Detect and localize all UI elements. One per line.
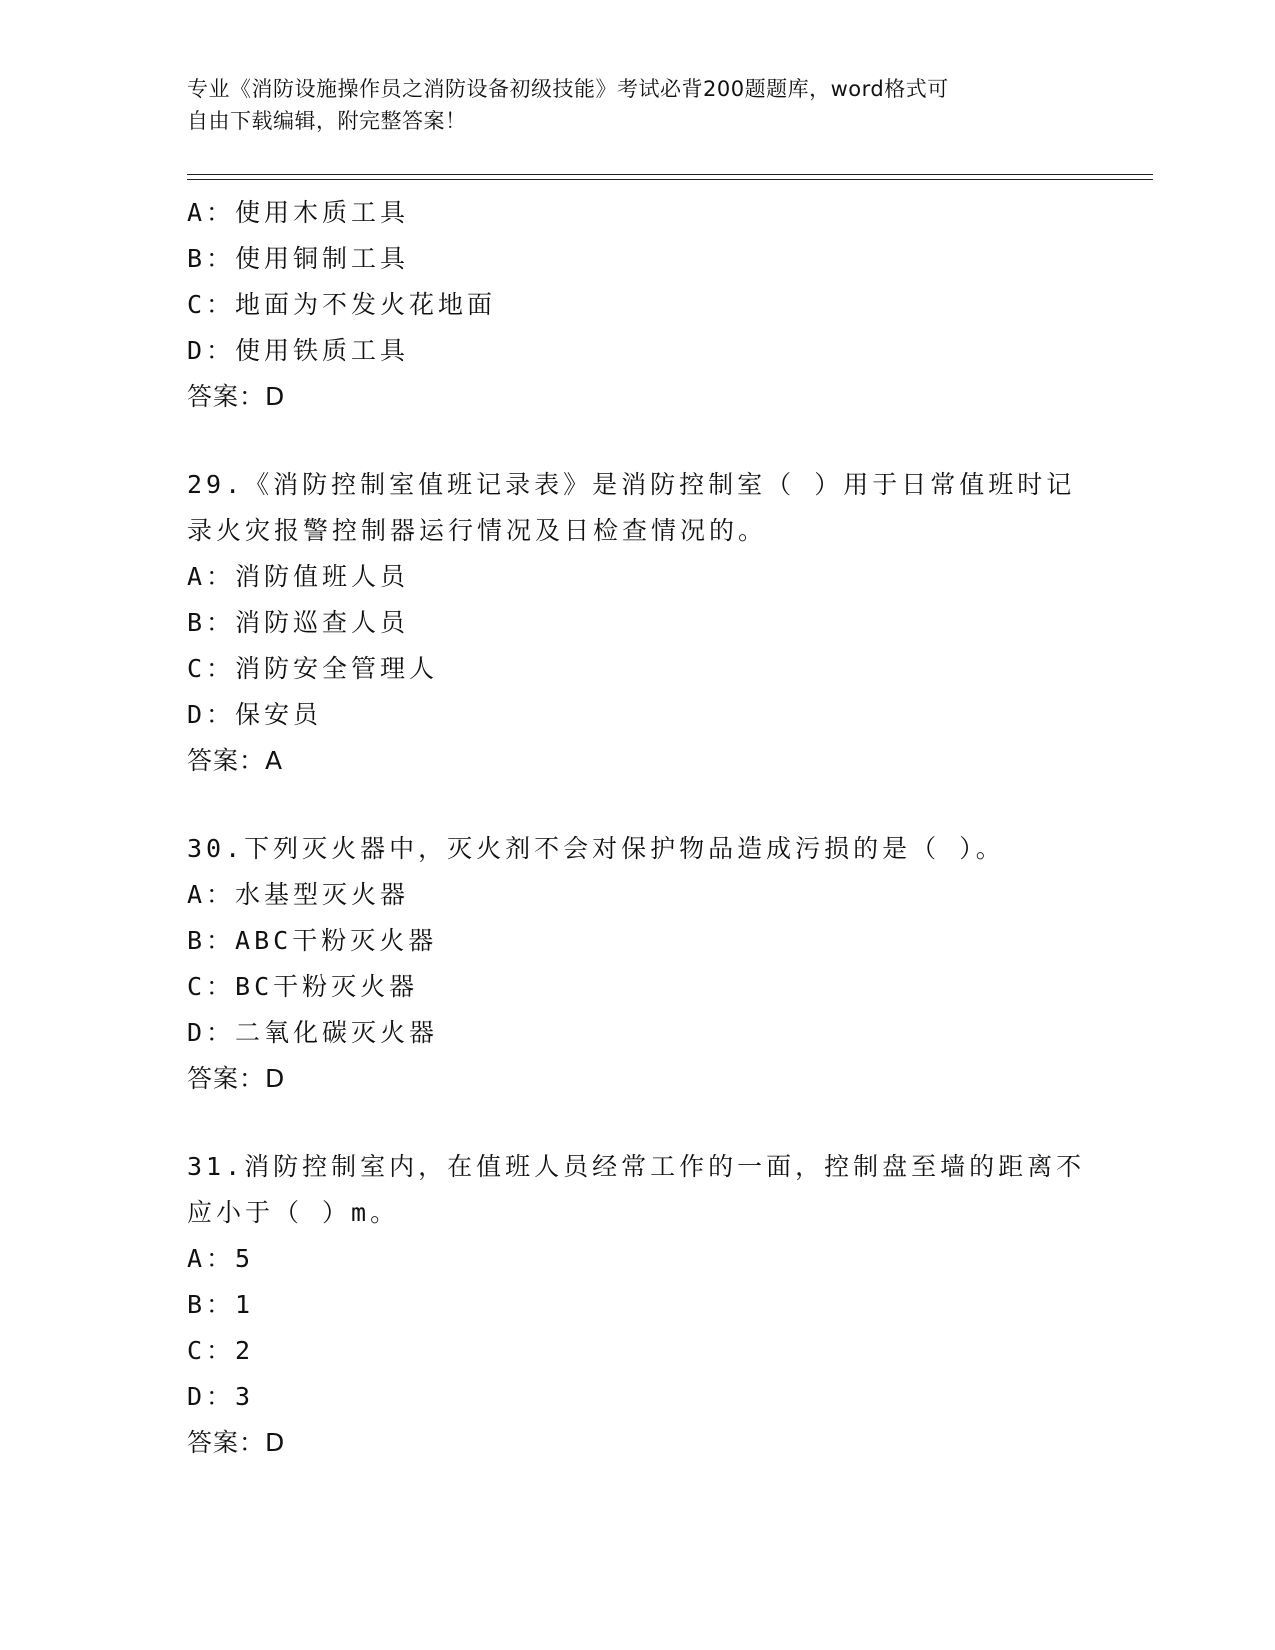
option-d: D：保安员 — [187, 700, 323, 729]
option-c: C：地面为不发火花地面 — [187, 290, 497, 319]
question-stem — [187, 1144, 1087, 1236]
answer: 答案：D — [187, 382, 286, 411]
answer: 答案：A — [187, 746, 284, 775]
option-a: A：水基型灭火器 — [187, 880, 410, 909]
answer: 答案：D — [187, 1428, 286, 1457]
question-stem — [187, 826, 1087, 872]
stem-line-1: 29.《消防控制室值班记录表》是消防控制室（ ）用于日常值班时记 — [187, 470, 1076, 499]
option-a: A：5 — [187, 1244, 255, 1273]
option-d: D：3 — [187, 1382, 255, 1411]
option-b: B：消防巡查人员 — [187, 608, 410, 637]
stem-line-1: 31.消防控制室内，在值班人员经常工作的一面，控制盘至墙的距离不 — [187, 1152, 1086, 1181]
header-line-1: 专业《消防设施操作员之消防设备初级技能》考试必背200题题库，word格式可 — [187, 77, 949, 101]
question-30 — [187, 826, 1087, 1102]
option-d: D：使用铁质工具 — [187, 336, 410, 365]
answer: 答案：D — [187, 1064, 286, 1093]
option-a: A：使用木质工具 — [187, 198, 410, 227]
option-c: C：消防安全管理人 — [187, 654, 439, 683]
question-stem — [187, 462, 1087, 554]
question-28 — [187, 190, 1087, 420]
stem-line-2: 应小于（ ）m。 — [187, 1198, 400, 1227]
option-b: B：ABC干粉灭火器 — [187, 926, 438, 955]
header-divider-bottom — [187, 179, 1153, 180]
option-a: A：消防值班人员 — [187, 562, 410, 591]
header-divider-top — [187, 174, 1153, 175]
option-b: B：1 — [187, 1290, 255, 1319]
option-d: D：二氧化碳灭火器 — [187, 1018, 439, 1047]
stem-line-2: 录火灾报警控制器运行情况及日检查情况的。 — [187, 516, 768, 545]
question-31 — [187, 1144, 1087, 1466]
question-29 — [187, 462, 1087, 784]
header-line-2: 自由下载编辑，附完整答案！ — [187, 109, 467, 133]
stem-line-1: 30.下列灭火器中，灭火剂不会对保护物品造成污损的是（ ）。 — [187, 834, 1005, 863]
option-c: C：BC干粉灭火器 — [187, 972, 419, 1001]
option-c: C：2 — [187, 1336, 255, 1365]
question-list — [187, 190, 1087, 1508]
option-b: B：使用铜制工具 — [187, 244, 410, 273]
document-header — [187, 73, 1067, 137]
